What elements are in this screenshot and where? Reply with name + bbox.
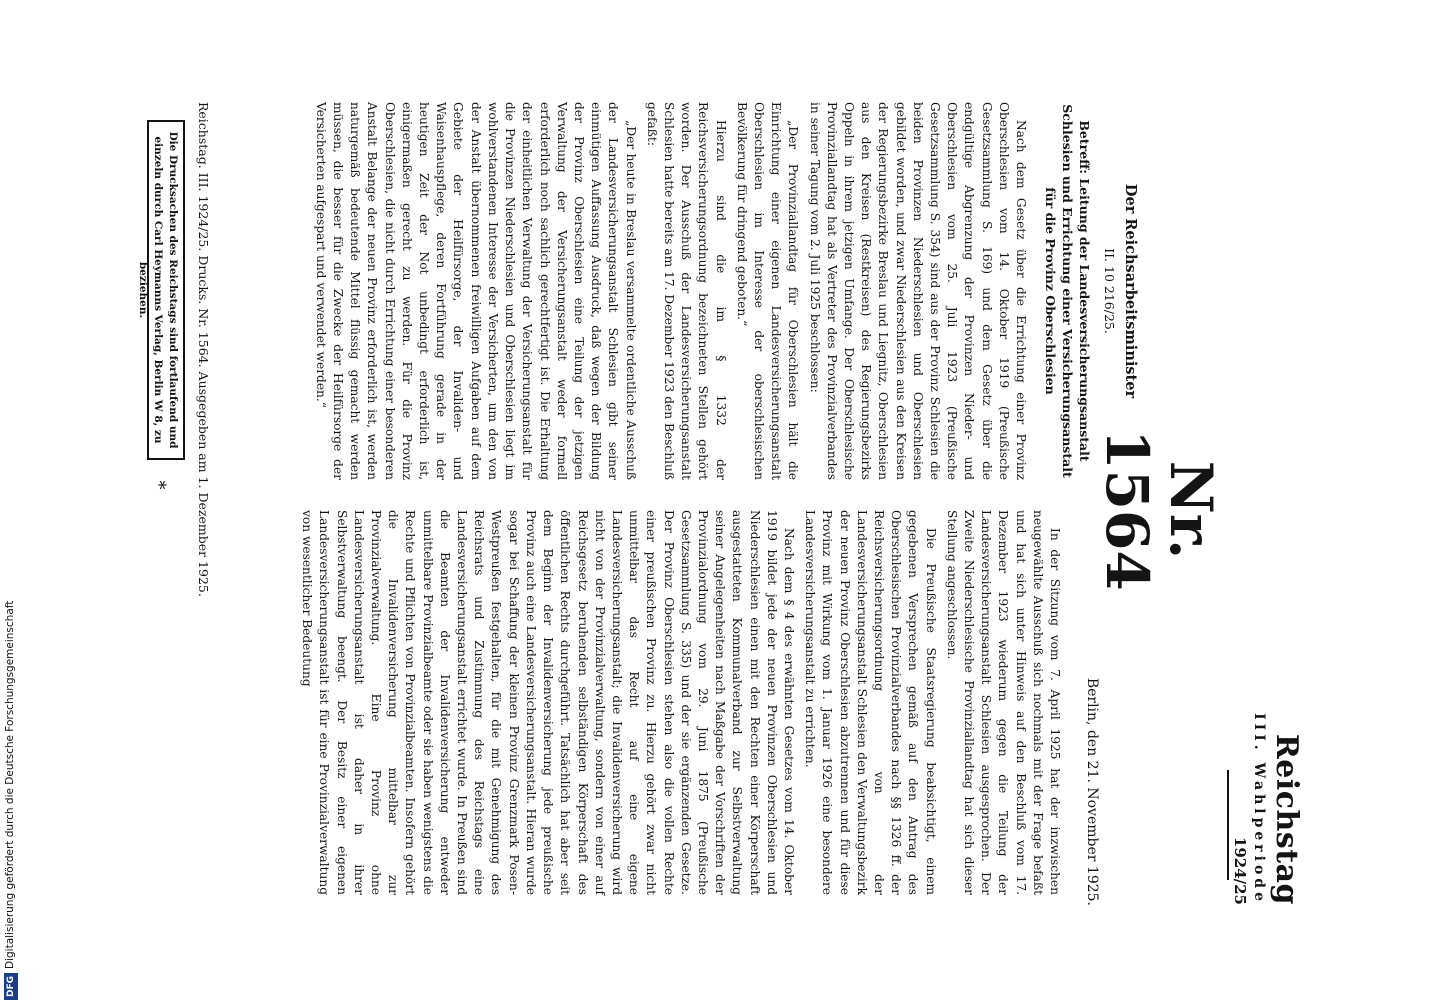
paragraph: „Der heute in Breslau versammelte ordentliche Ausschuß der Landesversicherungsanstalt Schlesien gibt seiner einmütigen Auffassung Ausdruck, daß wegen der Bildung der Provinz Oberschlesien eine Teilung der jetzigen Verwaltung der Versicherungsanstalt weder formell erforderlich noch sachlich gerechtfertigt ist. Die Erhaltung der einheitlichen Verwaltung der Versicherungsanstalt für die Provinzen Niederschlesien und Oberschlesien liegt im wohlverstandenen Interesse der Versicherten, um den von der Anstalt übernommenen freiwilligen Aufgaben auf dem Gebiete der Heilfürsorge, der Invaliden- und Waisenhauspflege, deren Fortführung gerade in der heutigen Zeit der Not unbedingt erforderlich ist, einigermaßen gerecht zu werden. Für die Provinz Oberschlesien, die nicht durch Errichtung einer besonderen Anstalt Belange der neuen Provinz erforderlich ist, werden naturgemäß bedeutende Mittel flüssig gemacht werden müssen, die besser für die Zwecke der Heilfürsorge der Versicherten aufgespart und verwendet werden.“ [313, 102, 638, 480]
footer-imprint: Reichstag. III. 1924/25. Drucks. Nr. 1564. Ausgegeben am 1. Dezember 1925. [196, 102, 211, 597]
star-mark: * [148, 480, 169, 490]
paragraph: Die Preußische Staatsregierung beabsichtigt, einem gegebenen Versprechen gemäß auf den Antrag des Oberschlesischen Provinzialverbandes nach §§ 1326 ff. der Reichsversicherungsordnung von der Landesversicherungsanstalt Schlesien den Verwaltungsbezirk der neuen Provinz Oberschlesien abzutrennen und für diese Provinz mit Wirkung vom 1. Januar 1926 eine besondere Landesversicherungsanstalt zu errichten. [803, 510, 938, 895]
document-page [127, 90, 1307, 910]
document-number: Nr. 1564 [1093, 429, 1225, 591]
page-header-period: III. Wahlperiode [1251, 713, 1267, 905]
digitization-strip [0, 0, 20, 1000]
sender: Der Reichsarbeitsminister [1122, 183, 1139, 399]
page-header-title: Reichstag [1269, 733, 1304, 905]
right-column [298, 510, 1063, 895]
left-column [312, 102, 1029, 480]
header-rule [1227, 770, 1229, 880]
paragraph: Hierzu sind die im § 1332 der Reichsversicherungsordnung bezeichneten Stellen gehört worden. Der Ausschuß der Landesversicherungsanstalt Schlesien hatte bereits am 17. Dezember 1923 den Beschluß gefaßt: [644, 102, 728, 480]
dfg-logo-icon: DFG [4, 973, 18, 1000]
subject-line: Betreff: Leitung der Landesversicherungsanstalt Schlesien und Errichtung einer Versicherungsanstalt für die Provinz Oberschlesien [1043, 104, 1092, 478]
reference-number: II. 10 216/25. [1102, 248, 1117, 334]
footer-notice-box: Die Drucksachen des Reichstags sind fortlaufend und einzeln durch Carl Heymanns Verlag, Berlin W 8, zu beziehen. [147, 120, 185, 460]
paragraph: Nach dem § 4 des erwähnten Gesetzes vom 14. Oktober 1919 bildet jede der neuen Provinzen Oberschlesien und Niederschlesien einen mit den Rechten einer Körperschaft ausgestatteten Kommunalverband zur Selbstverwaltung seiner Angelegenheiten nach Maßgabe der Vorschriften der Provinzialordnung vom 29. Juni 1875 (Preußische Gesetzsammlung S. 335) und der sie ergänzenden Gesetze. Der Provinz Oberschlesien stehen also die vollen Rechte einer preußischen Provinz zu. Hierzu gehört zwar nicht unmittelbar das Recht auf eine eigene Landesversicherungsanstalt; die Invalidenversicherung wird nicht von der Provinzialverwaltung, sondern von einer auf Reichsgesetz beruhenden selbständigen Körperschaft des öffentlichen Rechts durchgeführt. Tatsächlich hat aber seit dem Beginn der Invalidenversicherung jede preußische Provinz auch eine Landesversicherungsanstalt. Hieran wurde sogar bei Schaffung der kleinen Provinz Grenzmark Posen-Westpreußen festgehalten, für die mit Genehmigung des Reichsrats und Zustimmung des Reichstags eine Landesversicherungsanstalt errichtet wurde. In Preußen sind die Beamten der Invalidenversicherung entweder unmittelbare Provinzialbeamte oder sie haben wenigstens die Rechte und Pflichten von Provinzialbeamten. Insofern gehört die Invalidenversicherung mittelbar zur Provinzialverwaltung. Eine Provinz ohne Landesversicherungsanstalt ist daher in ihrer Selbstverwaltung beengt. Der Besitz einer eigenen Landesversicherungsanstalt ist für eine Provinzialverwaltung von wesentlicher Bedeutung [300, 510, 796, 895]
paragraph: In der Sitzung vom 7. April 1925 hat der inzwischen neugewählte Ausschuß sich nochmals mit der Frage befaßt und hat sich unter Hinweis auf den Beschluß vom 17. Dezember 1923 wiederum gegen die Teilung der Landesversicherungsanstalt Schlesien ausgesprochen. Der Zweite Niederschlesische Provinziallandtag hat sich dieser Stellung angeschlossen. [944, 510, 1062, 895]
dateline: Berlin, den 21. November 1925. [1084, 677, 1100, 906]
paragraph: „Der Provinziallandtag für Oberschlesien hält die Einrichtung einer eigenen Landesversicherungsanstalt Oberschlesien im Interesse der oberschlesischen Bevölkerung für dringend geboten.“ [734, 102, 801, 480]
digitization-note: Digitalisierung gefördert durch die Deutsche Forschungsgemeinschaft [4, 600, 16, 969]
page-header-years: 1924/25 [1231, 836, 1249, 905]
paragraph: Nach dem Gesetz über die Errichtung einer Provinz Oberschlesien vom 14. Oktober 1919 (Preußische Gesetzsammlung S. 169) und dem Gesetz über die endgültige Abgrenzung der Provinzen Nieder- und Oberschlesien vom 25. Juli 1923 (Preußische Gesetzsammlung S. 354) sind aus der Provinz Schlesien die beiden Provinzen Niederschlesien und Oberschlesien gebildet worden, und zwar Niederschlesien aus den Kreisen der Regierungsbezirke Breslau und Liegnitz, Oberschlesien aus den Kreisen (Restkreisen) des Regierungsbezirks Oppeln in ihrem jetzigen Umfange. Der Oberschlesische Provinziallandtag hat als Vertreter des Provinzialverbandes in seiner Tagung vom 2. Juli 1925 beschlossen: [807, 102, 1028, 480]
